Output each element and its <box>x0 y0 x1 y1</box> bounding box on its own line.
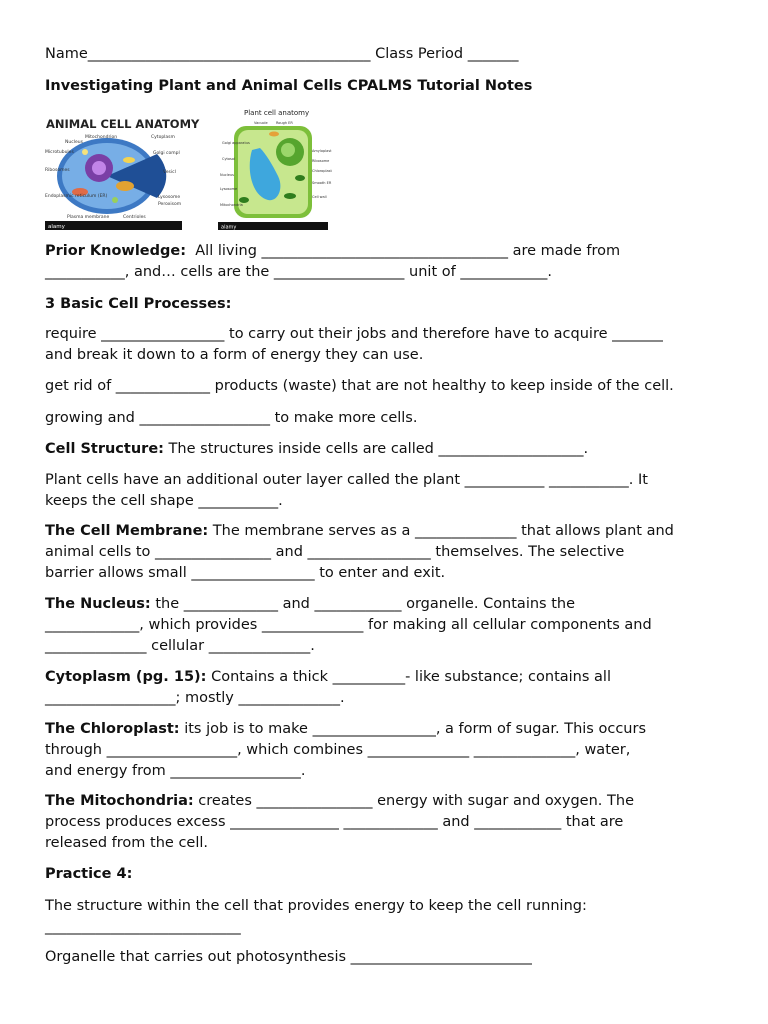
text-line <box>45 896 725 917</box>
text-line <box>45 917 725 938</box>
svg-text:Golgi compl: Golgi compl <box>153 151 180 156</box>
animal-cell-title: ANIMAL CELL ANATOMY <box>46 117 200 131</box>
text-line <box>45 491 725 512</box>
line-text: keeps the cell shape ___________. <box>45 493 283 509</box>
text-line <box>45 294 725 315</box>
page-title: Investigating Plant and Animal Cells CPALMS Tutorial Notes <box>45 78 533 94</box>
text-line <box>45 408 725 429</box>
line-text: released from the cell. <box>45 835 209 851</box>
line-text: All living __________________________________ are made from <box>186 243 621 259</box>
mitochondria-paragraph <box>45 791 725 854</box>
line-text: Organelle that carries out photosynthesis _________________________ <box>45 949 532 965</box>
svg-text:Vesicl: Vesicl <box>163 170 176 175</box>
svg-text:Nucleus: Nucleus <box>65 140 83 145</box>
svg-text:Centrioles: Centrioles <box>123 215 146 220</box>
section-heading: Cytoplasm (pg. 15): <box>45 669 207 685</box>
svg-text:Mitochondria: Mitochondria <box>220 203 243 207</box>
text-line <box>45 345 725 366</box>
svg-text:Rough ER: Rough ER <box>276 121 293 125</box>
section-heading: 3 Basic Cell Processes: <box>45 296 232 312</box>
process-energy-paragraph <box>45 324 725 366</box>
line-text: process produces excess _______________ _____________ and ____________ that are <box>45 814 624 830</box>
line-text: Contains a thick __________- like substance; contains all <box>206 669 611 685</box>
practice-question-1-paragraph <box>45 896 725 938</box>
cell-membrane-paragraph <box>45 521 725 584</box>
svg-text:Mitochondrion: Mitochondrion <box>85 135 118 140</box>
text-line <box>45 521 725 542</box>
process-growth-paragraph <box>45 408 725 429</box>
line-text: __________________; mostly ______________. <box>45 690 345 706</box>
line-text: The structures inside cells are called ____________________. <box>163 441 589 457</box>
section-heading: The Nucleus: <box>45 596 151 612</box>
text-line <box>45 636 725 657</box>
line-text: growing and __________________ to make more cells. <box>45 410 418 426</box>
plant-cell-title: Plant cell anatomy <box>244 109 310 117</box>
text-line <box>45 594 725 615</box>
text-line <box>45 688 725 709</box>
section-heading: The Mitochondria: <box>45 793 194 809</box>
text-line <box>45 615 725 636</box>
nucleus-paragraph <box>45 594 725 657</box>
line-text: require _________________ to carry out their jobs and therefore have to acquire _______ <box>45 326 663 342</box>
line-text: and energy from __________________. <box>45 763 306 779</box>
svg-text:Smooth ER: Smooth ER <box>312 181 332 185</box>
practice-heading-paragraph <box>45 864 725 885</box>
svg-text:Cytoplasm: Cytoplasm <box>151 135 175 140</box>
section-heading: Prior Knowledge: <box>45 243 187 259</box>
process-waste-paragraph <box>45 376 725 397</box>
practice-question-2-paragraph <box>45 947 725 968</box>
basic-processes-heading-paragraph <box>45 294 725 315</box>
svg-text:Lysosome: Lysosome <box>220 187 238 191</box>
section-heading: The Chloroplast: <box>45 721 180 737</box>
text-line <box>45 761 725 782</box>
line-text: Plant cells have an additional outer layer called the plant ___________ ___________. It <box>45 472 648 488</box>
svg-text:Ribosome: Ribosome <box>312 159 330 163</box>
svg-text:Lysosome: Lysosome <box>158 195 181 200</box>
line-text: ___________, and… cells are the __________________ unit of ____________. <box>45 264 552 280</box>
line-text: the _____________ and ____________ organelle. Contains the <box>150 596 575 612</box>
line-text: its job is to make _________________, a form of sugar. This occurs <box>179 721 646 737</box>
svg-text:Microtubules: Microtubules <box>45 150 74 155</box>
cell-structure-paragraph <box>45 439 725 460</box>
section-heading: The Cell Membrane: <box>45 523 209 539</box>
plant-cell-wall-paragraph <box>45 470 725 512</box>
name-class-period-line: Name_______________________________________ Class Period _______ <box>45 46 519 62</box>
animal-cell-image <box>45 112 200 230</box>
text-line <box>45 563 725 584</box>
line-text: get rid of _____________ products (waste) that are not healthy to keep inside of the cell. <box>45 378 674 394</box>
svg-text:Nucleus: Nucleus <box>220 173 234 177</box>
line-text: animal cells to ________________ and _________________ themselves. The selective <box>45 544 625 560</box>
chloroplast-paragraph <box>45 719 725 782</box>
svg-text:Cytosol: Cytosol <box>222 157 235 161</box>
text-line <box>45 740 725 761</box>
text-line <box>45 241 725 262</box>
text-line <box>45 791 725 812</box>
svg-text:alamy: alamy <box>48 224 65 230</box>
line-text: The structure within the cell that provides energy to keep the cell running: <box>45 898 587 914</box>
svg-text:Vacuole: Vacuole <box>254 121 268 125</box>
svg-text:Amyloplast: Amyloplast <box>312 149 332 153</box>
line-text: The membrane serves as a ______________ that allows plant and <box>208 523 674 539</box>
prior-knowledge-paragraph <box>45 241 725 283</box>
text-line <box>45 470 725 491</box>
text-line <box>45 376 725 397</box>
line-text: through __________________, which combines ______________ ______________, water, <box>45 742 631 758</box>
line-text: ______________ cellular ______________. <box>45 638 315 654</box>
text-line <box>45 864 725 885</box>
line-text: _____________, which provides ______________ for making all cellular components and <box>45 617 652 633</box>
svg-text:Ribosomes: Ribosomes <box>45 168 70 173</box>
line-text: and break it down to a form of energy they can use. <box>45 347 424 363</box>
svg-text:Peroxisom: Peroxisom <box>158 202 182 207</box>
text-line <box>45 262 725 283</box>
text-line <box>45 439 725 460</box>
line-text: ___________________________ <box>45 919 241 935</box>
svg-text:Cell wall: Cell wall <box>312 195 327 199</box>
svg-text:Chloroplast: Chloroplast <box>312 169 332 173</box>
text-line <box>45 833 725 854</box>
line-text: creates ________________ energy with sugar and oxygen. The <box>193 793 634 809</box>
text-line <box>45 947 725 968</box>
text-line <box>45 324 725 345</box>
text-line <box>45 667 725 688</box>
svg-text:Plasma membrane: Plasma membrane <box>67 215 110 220</box>
cytoplasm-paragraph <box>45 667 725 709</box>
text-line <box>45 812 725 833</box>
plant-cell-image <box>218 104 332 231</box>
svg-text:Endoplasmic reticulum (ER): Endoplasmic reticulum (ER) <box>45 194 108 199</box>
section-heading: Cell Structure: <box>45 441 164 457</box>
section-heading: Practice 4: <box>45 866 133 882</box>
text-line <box>45 542 725 563</box>
svg-text:Golgi apparatus: Golgi apparatus <box>222 141 250 145</box>
svg-text:alamy: alamy <box>221 224 237 231</box>
line-text: barrier allows small _________________ to enter and exit. <box>45 565 446 581</box>
text-line <box>45 719 725 740</box>
